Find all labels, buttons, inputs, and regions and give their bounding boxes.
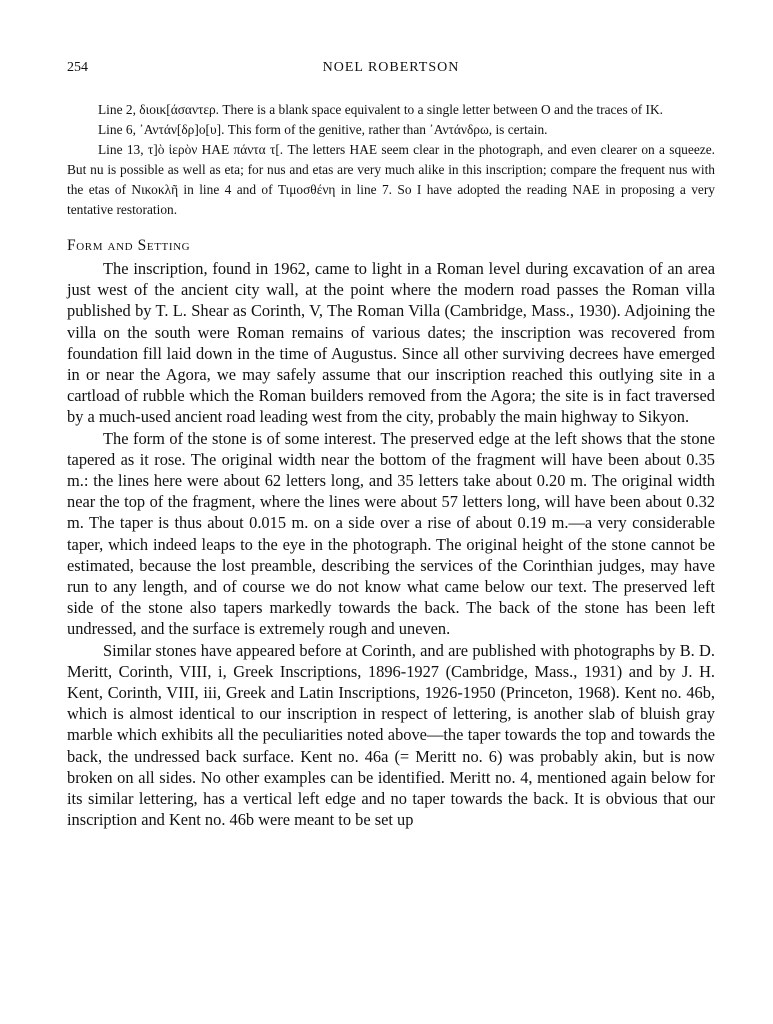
- note-line-2: Line 2, διοικ[άσαντερ. There is a blank space equivalent to a single letter between O and the traces of IK.: [98, 102, 663, 117]
- page-header: [67, 60, 715, 84]
- body-paragraph: The form of the stone is of some interest. The preserved edge at the left shows that the stone tapered as it rose. The original width near the bottom of the fragment will have been about 0.35 m.: the lines here were about 62 letters long, and 35 letters take about 0.20 m. The original width near the top of the fragment, where the lines were about 57 letters long, will have been about 0.32 m. The taper is thus about 0.015 m. on a side over a rise of about 0.19 m.—a very considerable taper, which indeed leaps to the eye in the photograph. The original height of the stone cannot be estimated, because the lost preamble, describing the services of the Corinthian judges, may have run to any length, and of course we do not know what came below our text. The preserved left side of the stone also tapers markedly towards the back. The back of the stone has been left undressed, and the surface is extremely rough and uneven.: [67, 428, 715, 639]
- body-paragraph: The inscription, found in 1962, came to light in a Roman level during excavation of an area just west of the ancient city wall, at the point where the modern road passes the Roman villa published by T. L. Shear as Corinth, V, The Roman Villa (Cambridge, Mass., 1930). Adjoining the villa on the south were Roman remains of various dates; the inscription was recovered from foundation fill laid down in the time of Augustus. Since all other surviving decrees have emerged in or near the Agora, we may safely assume that our inscription reached this outlying site in a cartload of rubble which the Roman builders removed from the Agora; the site is in fact traversed by a much-used ancient road leading west from the city, probably the main highway to Sikyon.: [67, 259, 715, 427]
- page: [67, 60, 715, 830]
- section-heading: Form and Setting: [67, 237, 191, 254]
- running-head: NOEL ROBERTSON: [322, 60, 460, 75]
- page-number: 254: [67, 60, 88, 75]
- epigraphic-notes: [67, 100, 715, 220]
- note-line-13: Line 13, τ]ὸ ἱερὸν ΗΑΕ πάντα τ[. The letters HAE seem clear in the photograph, and even clearer on a squeeze. But nu is possible as well as eta; for nus and etas are very much alike in this inscription; compare the frequent nus with the etas of Νικοκλῆ in line 4 and of Τιμοσθένη in line 7. So I have adopted the reading NAE in proposing a very tentative restoration.: [67, 142, 715, 217]
- body-paragraph: Similar stones have appeared before at Corinth, and are published with photographs by B. D. Meritt, Corinth, VIII, i, Greek Inscriptions, 1896-1927 (Cambridge, Mass., 1931) and by J. H. Kent, Corinth, VIII, iii, Greek and Latin Inscriptions, 1926-1950 (Princeton, 1968). Kent no. 46b, which is almost identical to our inscription in respect of lettering, is another slab of bluish gray marble which exhibits all the peculiarities noted above—the taper towards the top and towards the back, the undressed back surface. Kent no. 46a (= Meritt no. 6) was probably akin, but is now broken on all sides. No other examples can be identified. Meritt no. 4, mentioned again below for its similar lettering, has a vertical left edge and no taper towards the back. It is obvious that our inscription and Kent no. 46b were meant to be set up: [67, 640, 715, 830]
- note-line-6: Line 6, ᾿Αντάν[δρ]ο[υ]. This form of the genitive, rather than ᾿Αντάνδρω, is certain.: [98, 122, 548, 137]
